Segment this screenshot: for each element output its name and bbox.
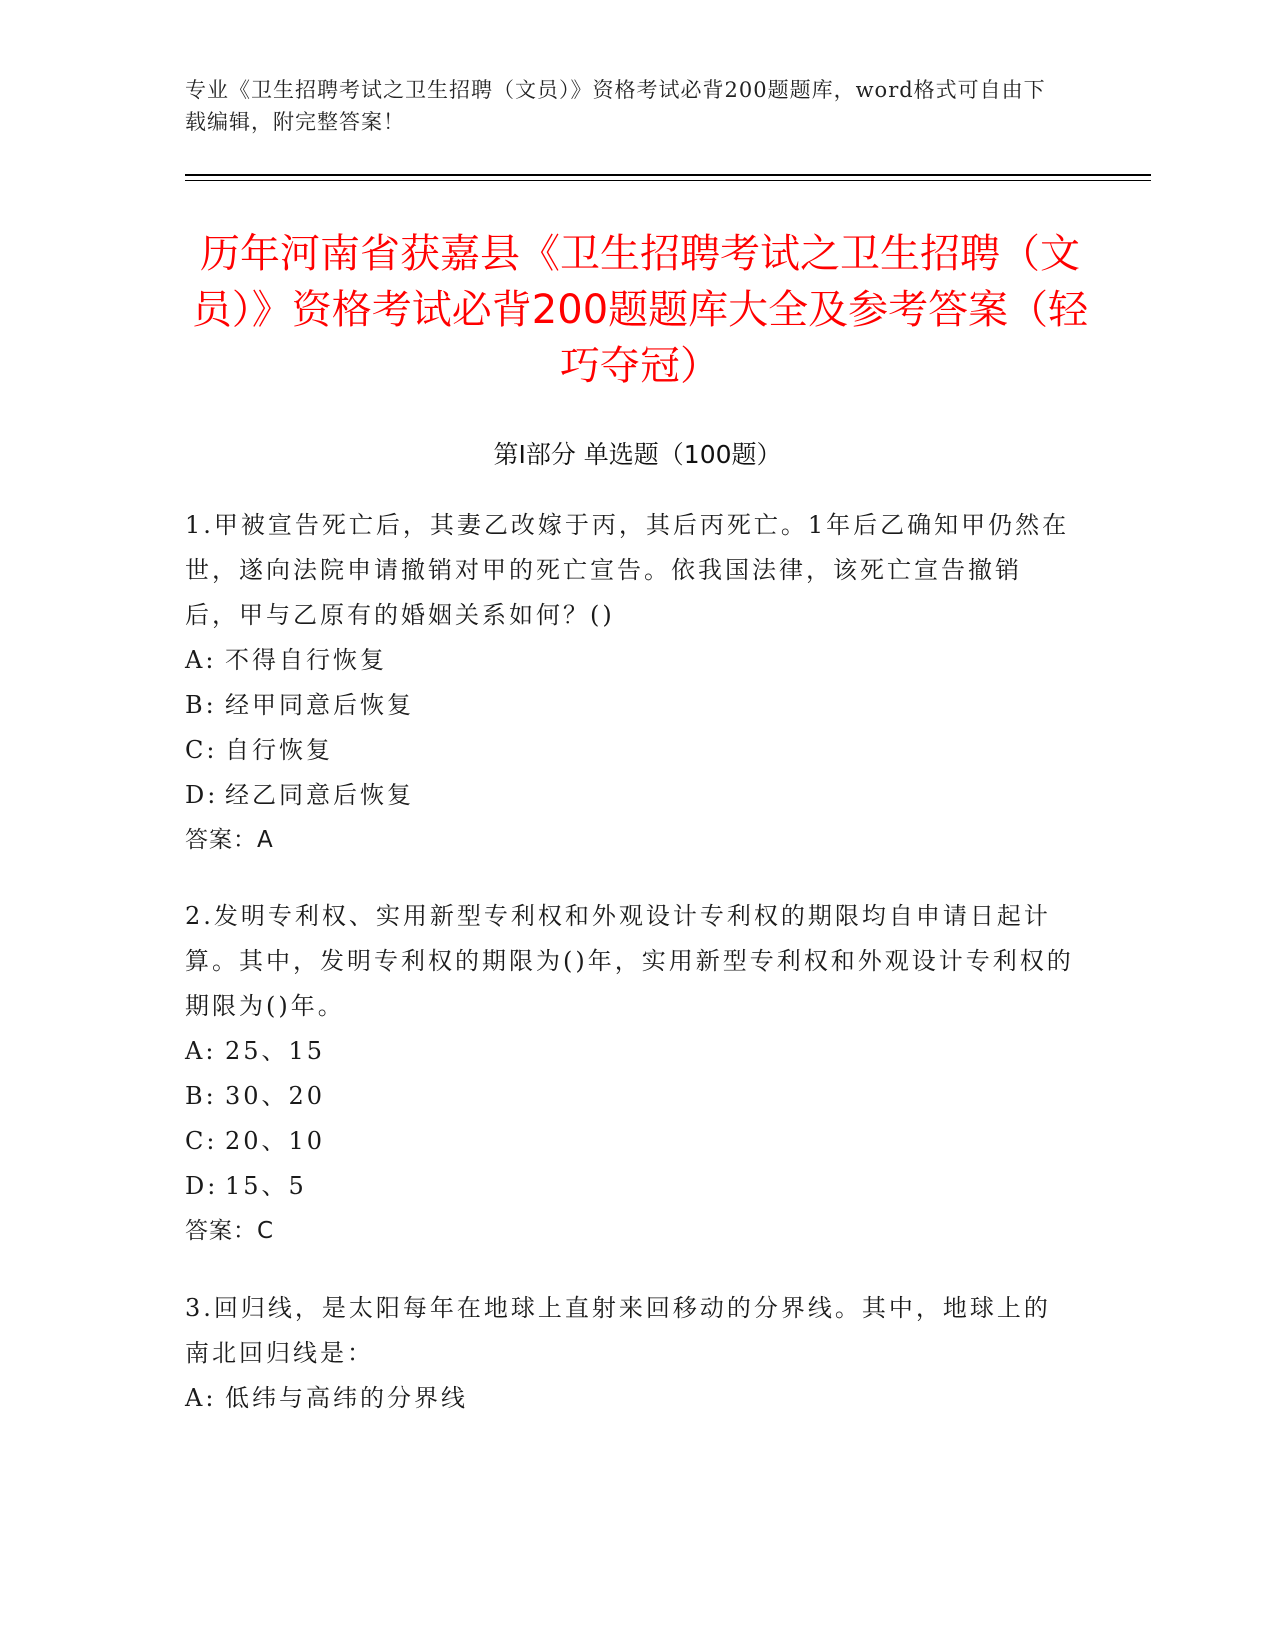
question-2 (185, 894, 1075, 1254)
option-b (185, 683, 1075, 728)
option-a (185, 638, 1075, 683)
question-stem: 2.发明专利权、实用新型专利权和外观设计专利权的期限均自申请日起计算。其中，发明专利权的期限为()年，实用新型专利权和外观设计专利权的期限为()年。 (185, 902, 1074, 1020)
option-text: 15、5 (225, 1172, 307, 1200)
option-letter: B: (185, 1082, 217, 1110)
option-a (185, 1029, 1075, 1074)
option-letter: C: (185, 1127, 218, 1155)
answer-line: 答案：C (185, 1218, 275, 1244)
section-title: 第I部分 单选题（100题） (493, 440, 782, 469)
option-text: 经甲同意后恢复 (225, 691, 414, 719)
header-divider-thin (185, 180, 1151, 181)
option-letter: C: (185, 736, 218, 764)
option-letter: A: (185, 1037, 217, 1065)
question-stem: 3.回归线，是太阳每年在地球上直射来回移动的分界线。其中，地球上的南北回归线是： (185, 1294, 1051, 1367)
option-b (185, 1074, 1075, 1119)
option-text: 20、10 (225, 1127, 326, 1155)
option-c (185, 728, 1075, 773)
question-stem: 1.甲被宣告死亡后，其妻乙改嫁于丙，其后丙死亡。1年后乙确知甲仍然在世，遂向法院申请撤销对甲的死亡宣告。依我国法律，该死亡宣告撤销后，甲与乙原有的婚姻关系如何？() (185, 511, 1070, 629)
header-note: 专业《卫生招聘考试之卫生招聘（文员）》资格考试必背200题题库，word格式可自由下载编辑，附完整答案！ (185, 78, 1046, 134)
option-text: 低纬与高纬的分界线 (225, 1384, 468, 1412)
option-text: 25、15 (225, 1037, 326, 1065)
option-letter: A: (185, 646, 217, 674)
option-a (185, 1376, 1075, 1421)
question-1 (185, 503, 1075, 863)
document-title: 历年河南省获嘉县《卫生招聘考试之卫生招聘（文员）》资格考试必背200题题库大全及参考答案（轻巧夺冠） (191, 231, 1089, 389)
option-c (185, 1119, 1075, 1164)
option-letter: D: (185, 781, 219, 809)
option-text: 自行恢复 (225, 736, 333, 764)
header-divider-thick (185, 174, 1151, 176)
option-text: 经乙同意后恢复 (225, 781, 414, 809)
option-letter: D: (185, 1172, 219, 1200)
question-3 (185, 1286, 1075, 1421)
option-letter: B: (185, 691, 217, 719)
option-text: 不得自行恢复 (225, 646, 387, 674)
option-letter: A: (185, 1384, 217, 1412)
option-text: 30、20 (225, 1082, 326, 1110)
option-d (185, 773, 1075, 818)
answer-line: 答案：A (185, 827, 274, 853)
option-d (185, 1164, 1075, 1209)
